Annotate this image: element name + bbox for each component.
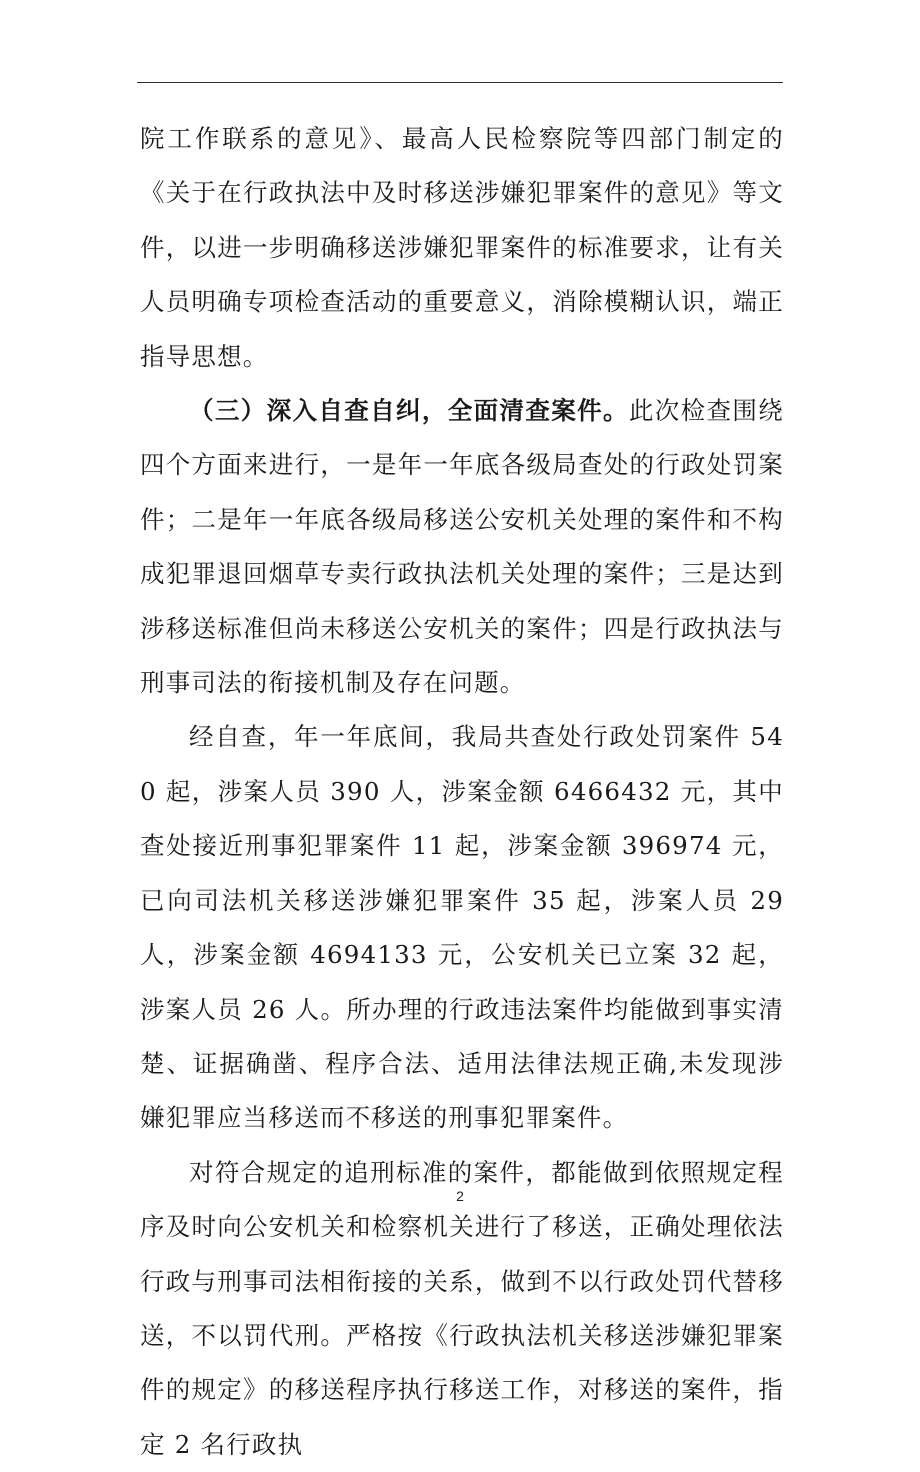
header-rule [137, 82, 783, 83]
document-body [140, 112, 784, 1472]
paragraph-1 [140, 112, 784, 384]
paragraph-2 [140, 384, 784, 710]
paragraph-4-text: 对符合规定的追刑标准的案件，都能做到依照规定程序及时向公安机关和检察机关进行了移送，正确处理依法行政与刑事司法相衔接的关系，做到不以行政处罚代替移送，不以罚代刑。严格按《行政执法机关移送涉嫌犯罪案件的规定》的移送程序执行移送工作，对移送的案件，指定 2 名行政执 [140, 1157, 784, 1459]
paragraph-2-text: 此次检查围绕四个方面来进行，一是年一年底各级局查处的行政处罚案件；二是年一年底各级局移送公安机关处理的案件和不构成犯罪退回烟草专卖行政执法机关处理的案件；三是达到涉移送标准但尚未移送公安机关的案件；四是行政执法与刑事司法的衔接机制及存在问题。 [140, 396, 784, 698]
page-number: 2 [456, 1188, 464, 1204]
paragraph-3-text: 经自查，年一年底间，我局共查处行政处罚案件 540 起，涉案人员 390 人，涉案金额 6466432 元，其中查处接近刑事犯罪案件 11 起，涉案金额 396974 元，已向司法机关移送涉嫌犯罪案件 35 起，涉案人员 29 人，涉案金额 4694133 元，公安机关已立案 32 起，涉案人员 26 人。所办理的行政违法案件均能做到事实清楚、证据确凿、程序合法、适用法律法规正确,未发现涉嫌犯罪应当移送而不移送的刑事犯罪案件。 [140, 722, 784, 1133]
paragraph-3 [140, 710, 784, 1145]
paragraph-1-text: 院工作联系的意见》、最高人民检察院等四部门制定的《关于在行政执法中及时移送涉嫌犯罪案件的意见》等文件，以进一步明确移送涉嫌犯罪案件的标准要求，让有关人员明确专项检查活动的重要意义，消除模糊认识，端正指导思想。 [140, 124, 784, 371]
section-heading: （三）深入自查自纠，全面清查案件。 [189, 396, 629, 426]
